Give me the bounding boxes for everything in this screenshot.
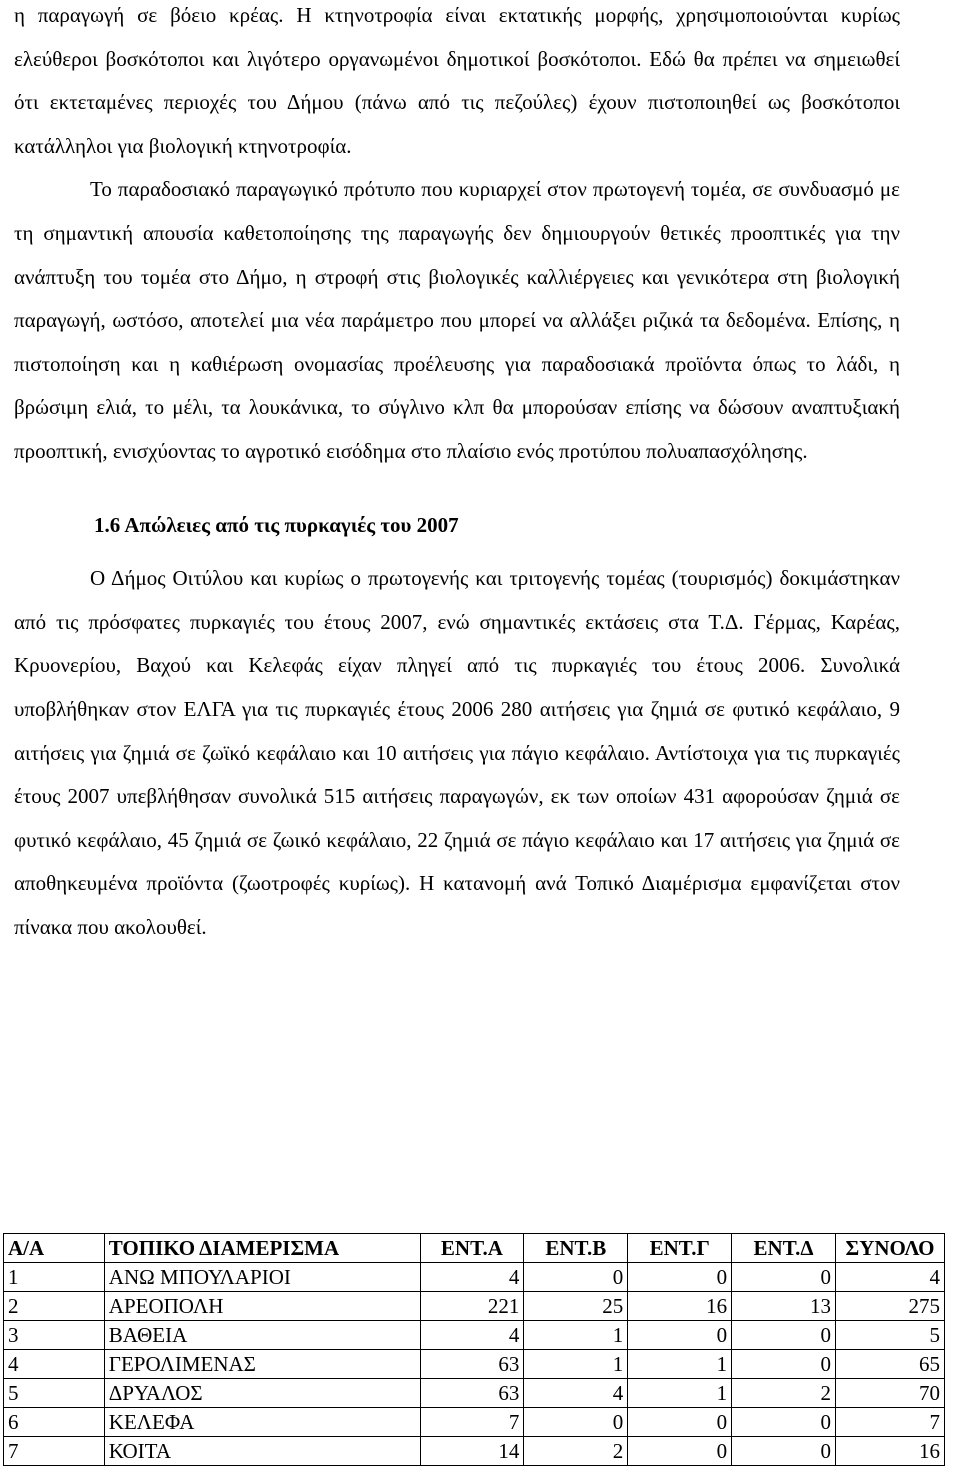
cell-ent-d: 0	[732, 1263, 836, 1292]
fire-claims-table	[3, 1233, 945, 1466]
cell-ent-b: 4	[524, 1379, 628, 1408]
table-row	[4, 1408, 945, 1437]
cell-total: 5	[836, 1321, 945, 1350]
paragraph-production-model: Το παραδοσιακό παραγωγικό πρότυπο που κυριαρχεί στον πρωτογενή τομέα, σε συνδυασμό με τη σημαντική απουσία καθετοποίησης της παραγωγής δεν δημιουργούν θετικές προοπτικές για την ανάπτυξη του τομέα στο Δήμο, η στροφή στις βιολογικές καλλιέργειες και γενικότερα στη βιολογική παραγωγή, ωστόσο, αποτελεί μια νέα παράμετρο που μπορεί να αλλάξει ριζικά τα δεδομένα. Επίσης, η πιστοποίηση και η καθιέρωση ονομασίας προέλευσης για παραδοσιακά προϊόντα όπως το λάδι, η βρώσιμη ελιά, το μέλι, τα λουκάνικα, το σύγλινο κλπ θα μπορούσαν επίσης να δώσουν αναπτυξιακή προοπτική, ενισχύοντας το αγροτικό εισόδημα στο πλαίσιο ενός προτύπου πολυαπασχόλησης.	[14, 177, 900, 463]
cell-ent-b: 0	[524, 1263, 628, 1292]
cell-ent-g: 0	[628, 1263, 732, 1292]
cell-ent-d: 2	[732, 1379, 836, 1408]
cell-total: 4	[836, 1263, 945, 1292]
cell-ent-d: 0	[732, 1437, 836, 1466]
cell-ent-a: 14	[420, 1437, 524, 1466]
cell-district: ΔΡΥΑΛΟΣ	[104, 1379, 420, 1408]
cell-total: 16	[836, 1437, 945, 1466]
cell-ent-b: 25	[524, 1292, 628, 1321]
header-ent-g: ΕΝΤ.Γ	[628, 1234, 732, 1263]
cell-aa: 2	[4, 1292, 105, 1321]
document-page	[14, 0, 900, 949]
cell-ent-b: 1	[524, 1350, 628, 1379]
paragraph-fire-losses: Ο Δήμος Οιτύλου και κυρίως ο πρωτογενής και τριτογενής τομέας (τουρισμός) δοκιμάστηκαν από τις πρόσφατες πυρκαγιές του έτους 2007, ενώ σημαντικές εκτάσεις στα Τ.Δ. Γέρμας, Καρέας, Κρυονερίου, Βαχού και Κελεφάς είχαν πληγεί από τις πυρκαγιές του έτους 2006. Συνολικά υποβλήθηκαν στον ΕΛΓΑ για τις πυρκαγιές έτους 2006 280 αιτήσεις για ζημιά σε φυτικό κεφάλαιο, 9 αιτήσεις για ζημιά σε ζωϊκό κεφάλαιο και 10 αιτήσεις για πάγιο κεφάλαιο. Αντίστοιχα για τις πυρκαγιές έτους 2007 υπεβλήθησαν συνολικά 515 αιτήσεις παραγωγών, εκ των οποίων 431 αφορούσαν ζημιά σε φυτικό κεφάλαιο, 45 ζημιά σε ζωικό κεφάλαιο, 22 ζημιά σε πάγιο κεφάλαιο και 17 αιτήσεις για ζημιά σε αποθηκευμένα προϊόντα (ζωοτροφές κυρίως). Η κατανομή ανά Τοπικό Διαμέρισμα εμφανίζεται στον πίνακα που ακολουθεί.	[14, 566, 900, 939]
cell-aa: 6	[4, 1408, 105, 1437]
cell-ent-b: 1	[524, 1321, 628, 1350]
header-aa: Α/Α	[4, 1234, 105, 1263]
cell-district: ΓΕΡΟΛΙΜΕΝΑΣ	[104, 1350, 420, 1379]
cell-total: 275	[836, 1292, 945, 1321]
cell-ent-a: 63	[420, 1350, 524, 1379]
cell-ent-d: 0	[732, 1350, 836, 1379]
cell-ent-b: 0	[524, 1408, 628, 1437]
cell-total: 7	[836, 1408, 945, 1437]
cell-ent-a: 221	[420, 1292, 524, 1321]
table-header-row	[4, 1234, 945, 1263]
cell-ent-g: 16	[628, 1292, 732, 1321]
table-row	[4, 1292, 945, 1321]
cell-district: ΚΕΛΕΦΑ	[104, 1408, 420, 1437]
cell-aa: 1	[4, 1263, 105, 1292]
table-row	[4, 1437, 945, 1466]
cell-district: ΑΝΩ ΜΠΟΥΛΑΡΙΟΙ	[104, 1263, 420, 1292]
cell-ent-b: 2	[524, 1437, 628, 1466]
section-heading: 1.6 Απώλειες από τις πυρκαγιές του 2007	[94, 512, 459, 537]
header-ent-a: ΕΝΤ.Α	[420, 1234, 524, 1263]
cell-district: ΑΡΕΟΠΟΛΗ	[104, 1292, 420, 1321]
table-row	[4, 1263, 945, 1292]
cell-ent-a: 7	[420, 1408, 524, 1437]
cell-ent-g: 0	[628, 1437, 732, 1466]
cell-ent-g: 1	[628, 1379, 732, 1408]
cell-total: 70	[836, 1379, 945, 1408]
cell-total: 65	[836, 1350, 945, 1379]
header-ent-b: ΕΝΤ.Β	[524, 1234, 628, 1263]
cell-aa: 7	[4, 1437, 105, 1466]
cell-district: ΚΟΙΤΑ	[104, 1437, 420, 1466]
cell-ent-g: 1	[628, 1350, 732, 1379]
cell-district: ΒΑΘΕΙΑ	[104, 1321, 420, 1350]
table-row	[4, 1350, 945, 1379]
cell-ent-g: 0	[628, 1408, 732, 1437]
cell-ent-d: 13	[732, 1292, 836, 1321]
cell-aa: 5	[4, 1379, 105, 1408]
cell-ent-a: 63	[420, 1379, 524, 1408]
cell-aa: 4	[4, 1350, 105, 1379]
cell-aa: 3	[4, 1321, 105, 1350]
cell-ent-a: 4	[420, 1263, 524, 1292]
cell-ent-d: 0	[732, 1408, 836, 1437]
header-district: ΤΟΠΙΚΟ ΔΙΑΜΕΡΙΣΜΑ	[104, 1234, 420, 1263]
cell-ent-g: 0	[628, 1321, 732, 1350]
header-total: ΣΥΝΟΛΟ	[836, 1234, 945, 1263]
header-ent-d: ΕΝΤ.Δ	[732, 1234, 836, 1263]
table-row	[4, 1379, 945, 1408]
paragraph-livestock: η παραγωγή σε βόειο κρέας. Η κτηνοτροφία είναι εκτατικής μορφής, χρησιμοποιούνται κυρίως ελεύθεροι βοσκότοποι και λιγότερο οργανωμένοι δημοτικοί βοσκότοποι. Εδώ θα πρέπει να σημειωθεί ότι εκτεταμένες περιοχές του Δήμου (πάνω από τις πεζούλες) έχουν πιστοποιηθεί ως βοσκότοποι κατάλληλοι για βιολογική κτηνοτροφία.	[14, 3, 900, 158]
cell-ent-a: 4	[420, 1321, 524, 1350]
cell-ent-d: 0	[732, 1321, 836, 1350]
table-row	[4, 1321, 945, 1350]
